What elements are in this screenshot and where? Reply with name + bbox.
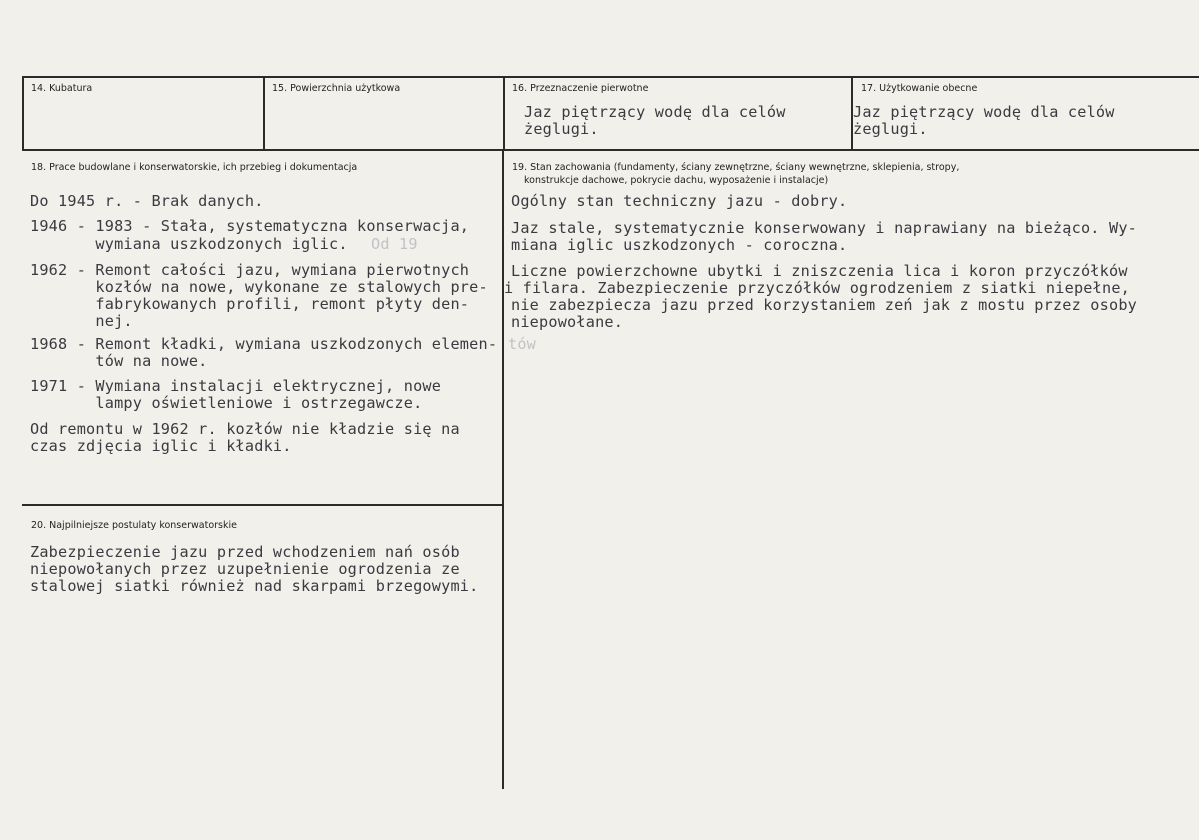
left-border — [22, 76, 24, 151]
divider-15-16 — [503, 76, 505, 151]
field-18-entry-4-line-1: 1968 - Remont kładki, wymiana uszkodzonych elemen- — [30, 335, 498, 353]
field-19-label-line-1: 19. Stan zachowania (fundamenty, ściany zewnętrzne, ściany wewnętrzne, sklepienia, stropy, — [512, 162, 960, 173]
field-17-label: 17. Użytkowanie obecne — [861, 83, 978, 94]
field-20-line-3: stalowej siatki również nad skarpami brzegowymi. — [30, 577, 479, 595]
field-18-entry-2-line-2: wymiana uszkodzonych iglic. — [30, 235, 348, 253]
field-18-entry-3-line-2: kozłów na nowe, wykonane ze stalowych pre- — [30, 278, 488, 296]
field-18-entry-4-faint-overprint: tów — [508, 335, 537, 353]
field-18-entry-3-line-3: fabrykowanych profili, remont płyty den- — [30, 295, 470, 313]
field-15-label: 15. Powierzchnia użytkowa — [272, 83, 401, 94]
field-18-entry-1-line-1: Do 1945 r. - Brak danych. — [30, 192, 264, 210]
field-17-line-2: żeglugi. — [853, 120, 928, 138]
field-18-entry-4-line-2: tów na nowe. — [30, 352, 208, 370]
field-16-line-2: żeglugi. — [524, 120, 599, 138]
field-18-entry-3-line-4: nej. — [30, 312, 133, 330]
divider-14-15 — [263, 76, 265, 151]
field-18-entry-6-line-1: Od remontu w 1962 r. kozłów nie kładzie się na — [30, 420, 460, 438]
field-19-paragraph-2-line-1: Jaz stale, systematycznie konserwowany i naprawiany na bieżąco. Wy- — [511, 219, 1138, 237]
field-18-entry-2-faint-overprint: Od 19 — [371, 235, 418, 253]
field-19-paragraph-3-line-4: niepowołane. — [511, 313, 624, 331]
field-19-paragraph-3-line-3: nie zabezpiecza jazu przed korzystaniem zeń jak z mostu przez osoby — [511, 296, 1138, 314]
field-20-line-2: niepowołanych przez uzupełnienie ogrodzenia ze — [30, 560, 460, 578]
field-18-entry-6-line-2: czas zdjęcia iglic i kładki. — [30, 437, 292, 455]
field-19-paragraph-3-line-2: i filara. Zabezpieczenie przyczółków ogrodzeniem z siatki niepełne, — [504, 279, 1131, 297]
field-14-label: 14. Kubatura — [31, 83, 93, 94]
field-16-label: 16. Przeznaczenie pierwotne — [512, 83, 649, 94]
field-18-entry-5-line-2: lampy oświetleniowe i ostrzegawcze. — [30, 394, 423, 412]
field-17-line-1: Jaz piętrzący wodę dla celów — [853, 103, 1115, 121]
field-18-entry-5-line-1: 1971 - Wymiana instalacji elektrycznej, nowe — [30, 377, 442, 395]
field-20-label: 20. Najpilniejsze postulaty konserwatorskie — [31, 520, 237, 531]
field18-bottom-rule — [22, 504, 502, 506]
row1-bottom-rule — [22, 149, 1199, 151]
field-20-line-1: Zabezpieczenie jazu przed wchodzeniem nań osób — [30, 543, 460, 561]
field-18-entry-2-line-1: 1946 - 1983 - Stała, systematyczna konserwacja, — [30, 217, 470, 235]
top-rule — [22, 76, 1199, 78]
field-16-line-1: Jaz piętrzący wodę dla celów — [524, 103, 786, 121]
field-18-label: 18. Prace budowlane i konserwatorskie, ich przebieg i dokumentacja — [31, 162, 358, 173]
field-19-paragraph-1-line-1: Ogólny stan techniczny jazu - dobry. — [511, 192, 848, 210]
field-19-paragraph-3-line-1: Liczne powierzchowne ubytki i zniszczenia lica i koron przyczółków — [511, 262, 1128, 280]
field-19-label-line-2: konstrukcje dachowe, pokrycie dachu, wyposażenie i instalacje) — [524, 175, 829, 186]
main-column-divider — [502, 149, 504, 789]
field-18-entry-3-line-1: 1962 - Remont całości jazu, wymiana pierwotnych — [30, 261, 470, 279]
field-19-paragraph-2-line-2: miana iglic uszkodzonych - coroczna. — [511, 236, 848, 254]
